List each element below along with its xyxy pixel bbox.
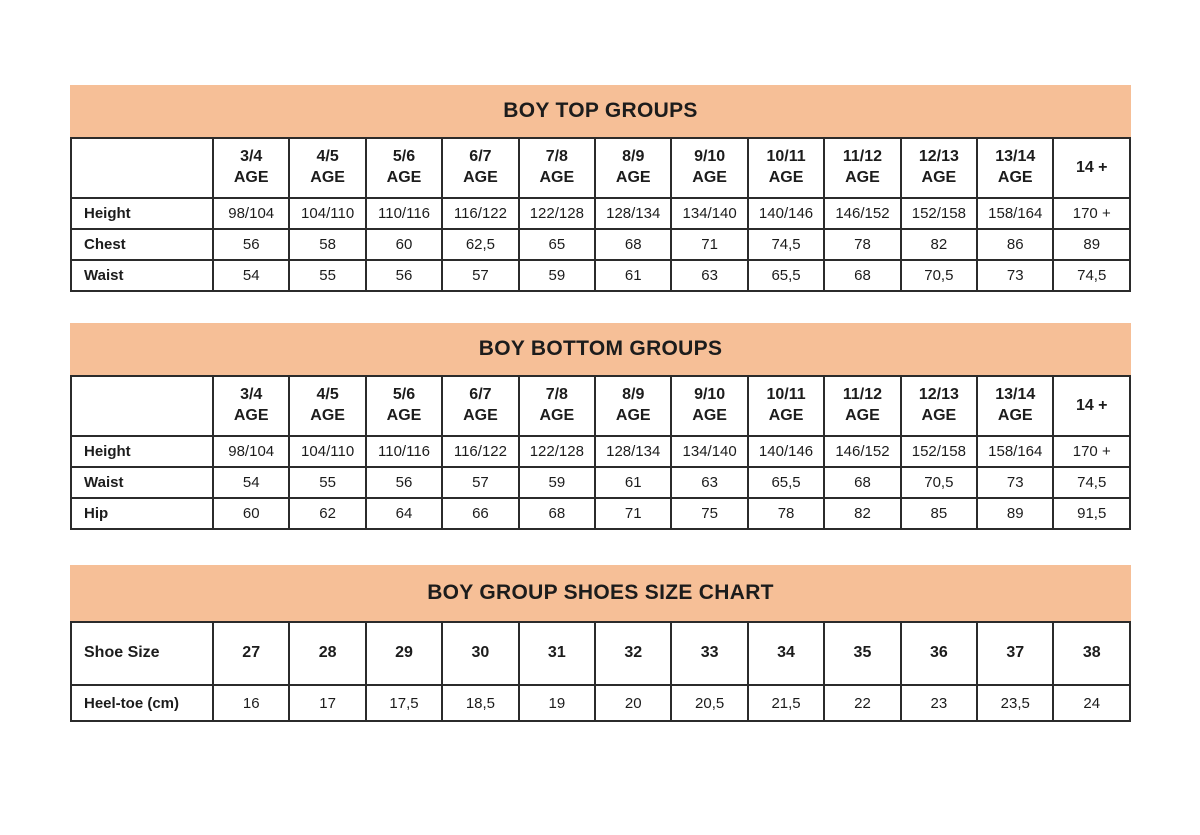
value-cell: 85 xyxy=(901,498,977,529)
table-row xyxy=(71,498,1130,529)
value-cell: 66 xyxy=(442,498,518,529)
value-cell: 110/116 xyxy=(366,198,442,229)
column-header-sub: AGE xyxy=(615,407,651,424)
table-row xyxy=(71,260,1130,291)
column-header-main: 7/8 xyxy=(545,386,568,404)
value-cell: 89 xyxy=(1053,229,1130,260)
value-cell: 55 xyxy=(289,260,365,291)
value-cell: 98/104 xyxy=(213,198,289,229)
value-cell: 74,5 xyxy=(1053,260,1130,291)
column-header xyxy=(748,138,824,198)
column-header-main: 36 xyxy=(929,644,948,662)
row-label: Chest xyxy=(71,229,213,260)
table-row xyxy=(71,685,1130,721)
size-table-boy-bottom-groups xyxy=(70,323,1131,530)
value-cell: 62 xyxy=(289,498,365,529)
column-header xyxy=(901,138,977,198)
corner-cell xyxy=(71,138,213,198)
column-header-main: 37 xyxy=(1006,644,1025,662)
value-cell: 23,5 xyxy=(977,685,1053,721)
value-cell: 56 xyxy=(213,229,289,260)
value-cell: 17 xyxy=(289,685,365,721)
value-cell: 20 xyxy=(595,685,671,721)
value-cell: 24 xyxy=(1053,685,1130,721)
column-header-main: 32 xyxy=(624,644,643,662)
value-cell: 98/104 xyxy=(213,436,289,467)
column-header-main: 12/13 xyxy=(918,148,959,166)
row-label: Waist xyxy=(71,260,213,291)
value-cell: 62,5 xyxy=(442,229,518,260)
column-header xyxy=(595,376,671,436)
column-header-main: 14 + xyxy=(1075,396,1108,414)
column-header-sub: AGE xyxy=(386,407,422,424)
value-cell: 68 xyxy=(824,260,900,291)
column-header-main: 7/8 xyxy=(545,148,568,166)
column-header xyxy=(671,376,747,436)
value-cell: 140/146 xyxy=(748,436,824,467)
value-cell: 86 xyxy=(977,229,1053,260)
column-header-sub: AGE xyxy=(615,169,651,186)
value-cell: 55 xyxy=(289,467,365,498)
column-header-sub: AGE xyxy=(539,169,575,186)
column-header-main: 11/12 xyxy=(842,386,883,404)
column-header-main: 8/9 xyxy=(622,148,645,166)
row-label: Heel-toe (cm) xyxy=(71,685,213,721)
value-cell: 116/122 xyxy=(442,436,518,467)
table-title-band xyxy=(70,323,1131,375)
column-header-sub: AGE xyxy=(997,169,1033,186)
table-title: BOY GROUP SHOES SIZE CHART xyxy=(427,581,774,604)
value-cell: 60 xyxy=(366,229,442,260)
column-header xyxy=(289,376,365,436)
value-cell: 158/164 xyxy=(977,436,1053,467)
column-header-sub: AGE xyxy=(463,407,498,424)
value-cell: 59 xyxy=(519,467,595,498)
column-header-sub: AGE xyxy=(463,169,498,186)
column-header-sub: AGE xyxy=(539,407,575,424)
column-header-main: 6/7 xyxy=(469,148,492,166)
column-header xyxy=(748,622,824,685)
column-header-main: 9/10 xyxy=(694,148,726,166)
column-header-main: 11/12 xyxy=(842,148,883,166)
data-grid xyxy=(70,137,1131,292)
value-cell: 116/122 xyxy=(442,198,518,229)
table-title: BOY BOTTOM GROUPS xyxy=(478,337,723,360)
value-cell: 68 xyxy=(824,467,900,498)
column-header-main: 38 xyxy=(1082,644,1101,662)
column-header xyxy=(519,376,595,436)
column-header xyxy=(824,622,900,685)
value-cell: 134/140 xyxy=(671,436,747,467)
column-header-sub: AGE xyxy=(692,407,727,424)
value-cell: 78 xyxy=(824,229,900,260)
column-header xyxy=(442,376,518,436)
value-cell: 16 xyxy=(213,685,289,721)
column-header-main: 3/4 xyxy=(240,148,263,166)
value-cell: 19 xyxy=(519,685,595,721)
row-label: Height xyxy=(71,198,213,229)
value-cell: 170 + xyxy=(1053,198,1130,229)
column-header-main: 30 xyxy=(471,644,490,662)
column-header xyxy=(595,138,671,198)
table-title-band xyxy=(70,565,1131,621)
column-header xyxy=(977,622,1053,685)
size-table-boy-top-groups xyxy=(70,85,1131,292)
column-header xyxy=(366,376,442,436)
column-header xyxy=(366,622,442,685)
column-header xyxy=(213,138,289,198)
column-header-sub: AGE xyxy=(233,169,269,186)
table-row xyxy=(71,436,1130,467)
value-cell: 71 xyxy=(671,229,747,260)
column-header-sub: AGE xyxy=(768,407,804,424)
column-header-main: 27 xyxy=(242,644,261,662)
value-cell: 65,5 xyxy=(748,260,824,291)
column-header-main: 6/7 xyxy=(469,386,492,404)
value-cell: 68 xyxy=(595,229,671,260)
column-header xyxy=(519,622,595,685)
value-cell: 54 xyxy=(213,260,289,291)
column-header-main: 29 xyxy=(395,644,413,662)
column-header-main: 4/5 xyxy=(316,148,339,166)
column-header-main: 9/10 xyxy=(694,386,726,404)
column-header xyxy=(442,138,518,198)
value-cell: 73 xyxy=(977,467,1053,498)
value-cell: 61 xyxy=(595,467,671,498)
value-cell: 91,5 xyxy=(1053,498,1130,529)
column-header xyxy=(595,622,671,685)
value-cell: 63 xyxy=(671,260,747,291)
column-header-main: 13/14 xyxy=(995,148,1036,166)
value-cell: 68 xyxy=(519,498,595,529)
column-header xyxy=(289,138,365,198)
header-row xyxy=(71,376,1130,436)
column-header-main: 10/11 xyxy=(766,148,806,166)
header-row-label: Shoe Size xyxy=(71,622,213,685)
value-cell: 122/128 xyxy=(519,436,595,467)
value-cell: 70,5 xyxy=(901,467,977,498)
column-header-sub: AGE xyxy=(997,407,1033,424)
row-label: Hip xyxy=(71,498,213,529)
column-header xyxy=(671,138,747,198)
column-header xyxy=(289,622,365,685)
value-cell: 104/110 xyxy=(289,436,365,467)
column-header xyxy=(977,376,1053,436)
value-cell: 54 xyxy=(213,467,289,498)
value-cell: 59 xyxy=(519,260,595,291)
value-cell: 73 xyxy=(977,260,1053,291)
column-header xyxy=(901,622,977,685)
value-cell: 82 xyxy=(824,498,900,529)
value-cell: 65,5 xyxy=(748,467,824,498)
value-cell: 64 xyxy=(366,498,442,529)
value-cell: 104/110 xyxy=(289,198,365,229)
column-header xyxy=(213,622,289,685)
value-cell: 63 xyxy=(671,467,747,498)
column-header xyxy=(824,376,900,436)
value-cell: 128/134 xyxy=(595,436,671,467)
column-header-main: 8/9 xyxy=(622,386,645,404)
value-cell: 158/164 xyxy=(977,198,1053,229)
column-header-main: 34 xyxy=(777,644,795,662)
value-cell: 170 + xyxy=(1053,436,1130,467)
row-label: Waist xyxy=(71,467,213,498)
data-grid xyxy=(70,621,1131,722)
column-header-sub: AGE xyxy=(768,169,804,186)
value-cell: 57 xyxy=(442,260,518,291)
column-header-sub: AGE xyxy=(386,169,422,186)
column-header xyxy=(748,376,824,436)
column-header xyxy=(824,138,900,198)
value-cell: 22 xyxy=(824,685,900,721)
value-cell: 134/140 xyxy=(671,198,747,229)
table-row xyxy=(71,467,1130,498)
column-header xyxy=(1053,138,1130,198)
value-cell: 56 xyxy=(366,260,442,291)
column-header-main: 12/13 xyxy=(918,386,959,404)
row-label: Height xyxy=(71,436,213,467)
size-table-boy-group-shoes-size-chart xyxy=(70,565,1131,722)
column-header-sub: AGE xyxy=(310,169,345,186)
table-title-band xyxy=(70,85,1131,137)
value-cell: 74,5 xyxy=(1053,467,1130,498)
value-cell: 74,5 xyxy=(748,229,824,260)
column-header-main: 31 xyxy=(547,644,566,662)
value-cell: 146/152 xyxy=(824,198,900,229)
column-header-main: 35 xyxy=(853,644,872,662)
value-cell: 152/158 xyxy=(901,198,977,229)
column-header-main: 14 + xyxy=(1075,158,1108,176)
column-header-main: 4/5 xyxy=(316,386,339,404)
value-cell: 152/158 xyxy=(901,436,977,467)
column-header xyxy=(1053,376,1130,436)
column-header-main: 33 xyxy=(700,644,719,662)
value-cell: 70,5 xyxy=(901,260,977,291)
column-header-main: 5/6 xyxy=(392,148,416,166)
column-header-main: 28 xyxy=(318,644,337,662)
table-row xyxy=(71,198,1130,229)
value-cell: 21,5 xyxy=(748,685,824,721)
column-header xyxy=(977,138,1053,198)
value-cell: 75 xyxy=(671,498,747,529)
column-header-sub: AGE xyxy=(233,407,269,424)
value-cell: 17,5 xyxy=(366,685,442,721)
column-header-sub: AGE xyxy=(692,169,727,186)
value-cell: 61 xyxy=(595,260,671,291)
table-title: BOY TOP GROUPS xyxy=(503,99,698,122)
column-header-sub: AGE xyxy=(845,169,880,186)
value-cell: 23 xyxy=(901,685,977,721)
header-row xyxy=(71,622,1130,685)
column-header-sub: AGE xyxy=(310,407,345,424)
value-cell: 65 xyxy=(519,229,595,260)
data-grid xyxy=(70,375,1131,530)
value-cell: 60 xyxy=(213,498,289,529)
column-header xyxy=(1053,622,1130,685)
column-header-sub: AGE xyxy=(921,407,957,424)
value-cell: 18,5 xyxy=(442,685,518,721)
value-cell: 128/134 xyxy=(595,198,671,229)
column-header xyxy=(442,622,518,685)
value-cell: 56 xyxy=(366,467,442,498)
tables-root xyxy=(70,85,1131,722)
value-cell: 89 xyxy=(977,498,1053,529)
value-cell: 140/146 xyxy=(748,198,824,229)
value-cell: 122/128 xyxy=(519,198,595,229)
column-header-main: 13/14 xyxy=(995,386,1036,404)
value-cell: 110/116 xyxy=(366,436,442,467)
column-header xyxy=(901,376,977,436)
value-cell: 58 xyxy=(289,229,365,260)
column-header xyxy=(213,376,289,436)
table-row xyxy=(71,229,1130,260)
column-header-sub: AGE xyxy=(921,169,957,186)
value-cell: 146/152 xyxy=(824,436,900,467)
header-row xyxy=(71,138,1130,198)
corner-cell xyxy=(71,376,213,436)
column-header-main: 3/4 xyxy=(240,386,263,404)
column-header xyxy=(671,622,747,685)
value-cell: 71 xyxy=(595,498,671,529)
column-header-main: 5/6 xyxy=(392,386,416,404)
value-cell: 20,5 xyxy=(671,685,747,721)
column-header-sub: AGE xyxy=(845,407,880,424)
value-cell: 82 xyxy=(901,229,977,260)
value-cell: 57 xyxy=(442,467,518,498)
column-header xyxy=(519,138,595,198)
value-cell: 78 xyxy=(748,498,824,529)
column-header-main: 10/11 xyxy=(766,386,806,404)
column-header xyxy=(366,138,442,198)
